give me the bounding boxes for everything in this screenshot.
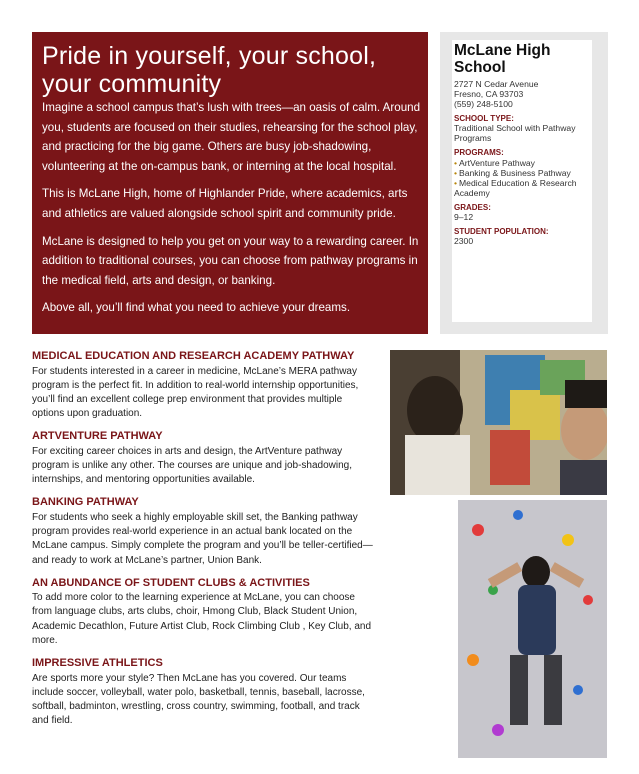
section-body: For students interested in a career in medicine, McLane’s MERA pathway program is the perfect fit. In addition to real-world internship opportunities, you’ll find an excellent college prep environment that provides multiple options upon graduation. bbox=[32, 365, 359, 420]
bullet-icon: • bbox=[454, 178, 458, 188]
grades-label: GRADES: bbox=[454, 203, 491, 212]
school-name: McLane High School bbox=[454, 42, 551, 76]
school-city: Fresno, CA 93703 bbox=[454, 89, 524, 99]
hero-body bbox=[42, 98, 422, 326]
programs-list bbox=[454, 158, 592, 198]
section-heading: AN ABUNDANCE OF STUDENT CLUBS & ACTIVITIES bbox=[32, 576, 310, 589]
school-address: 2727 N Cedar Avenue bbox=[454, 79, 539, 89]
students-painting-illustration bbox=[390, 350, 607, 495]
hero-paragraph: Above all, you’ll find what you need to achieve your dreams. bbox=[42, 301, 351, 315]
hero-paragraph: This is McLane High, home of Highlander Pride, where academics, arts and athletics are valued alongside school spirit and community pride. bbox=[42, 187, 408, 220]
hero-paragraph: Imagine a school campus that’s lush with trees—an oasis of calm. Around you, students are focused on their studies, rehearsing for the school play, and practicing for the big game. Others are busy job-shadowing, volunteering at the on-campus bank, or interning at the local hospital. bbox=[42, 101, 421, 173]
population-label: STUDENT POPULATION: bbox=[454, 227, 549, 236]
section-body: For exciting career choices in arts and design, the ArtVenture pathway program is unlike any other. The courses are unique and job-shadowing, internships, and mentoring opportunities available. bbox=[32, 445, 353, 486]
hero-title: Pride in yourself, your school, your community bbox=[42, 42, 377, 98]
school-phone: (559) 248-5100 bbox=[454, 99, 513, 109]
program-label: Medical Education & Research Academy bbox=[454, 178, 577, 198]
school-info-card bbox=[452, 40, 592, 322]
school-info-sidebar bbox=[440, 32, 608, 334]
section-heading: BANKING PATHWAY bbox=[32, 496, 139, 509]
school-type-label: SCHOOL TYPE: bbox=[454, 114, 514, 123]
bullet-icon: • bbox=[454, 158, 458, 168]
program-item bbox=[454, 158, 592, 168]
section-heading: ARTVENTURE PATHWAY bbox=[32, 430, 163, 443]
hero-paragraph: McLane is designed to help you get on your way to a rewarding career. In addition to traditional courses, you can choose from pathway programs in the medical field, arts and design, or banking. bbox=[42, 234, 419, 287]
pathway-sections bbox=[32, 350, 377, 737]
program-item bbox=[454, 168, 592, 178]
students-painting-photo bbox=[390, 350, 607, 495]
bullet-icon: • bbox=[454, 168, 458, 178]
hero-panel bbox=[32, 32, 428, 334]
section-body: Are sports more your style? Then McLane has you covered. Our teams include soccer, volleyball, water polo, basketball, tennis, baseball, lacrosse, softball, badminton, wrestling, cross country, swimming, football, and track and field. bbox=[32, 672, 365, 727]
rock-climbing-photo bbox=[458, 500, 607, 758]
program-item bbox=[454, 178, 592, 198]
section-heading: MEDICAL EDUCATION AND RESEARCH ACADEMY PATHWAY bbox=[32, 350, 355, 362]
section-heading: IMPRESSIVE ATHLETICS bbox=[32, 657, 163, 670]
program-label: ArtVenture Pathway bbox=[459, 158, 535, 168]
grades-value: 9–12 bbox=[454, 212, 474, 222]
section-body: To add more color to the learning experience at McLane, you can choose from language clubs, arts clubs, choir, Hmong Club, Black Student Union, Academic Decathlon, Future Artist Club, Rock Climbing Club , Key Club, and more. bbox=[32, 592, 372, 646]
program-label: Banking & Business Pathway bbox=[459, 168, 571, 178]
rock-climbing-illustration bbox=[458, 500, 607, 758]
programs-label: PROGRAMS: bbox=[454, 148, 504, 157]
population-value: 2300 bbox=[454, 236, 474, 246]
section-body: For students who seek a highly employable skill set, the Banking pathway program provides real-world experience in an actual bank located on the McLane campus. Simply complete the program and you’ll be teller-certified—and ready to work at McLane’s partner, Union Bank. bbox=[32, 511, 373, 566]
school-type-value: Traditional School with Pathway Programs bbox=[454, 123, 576, 143]
